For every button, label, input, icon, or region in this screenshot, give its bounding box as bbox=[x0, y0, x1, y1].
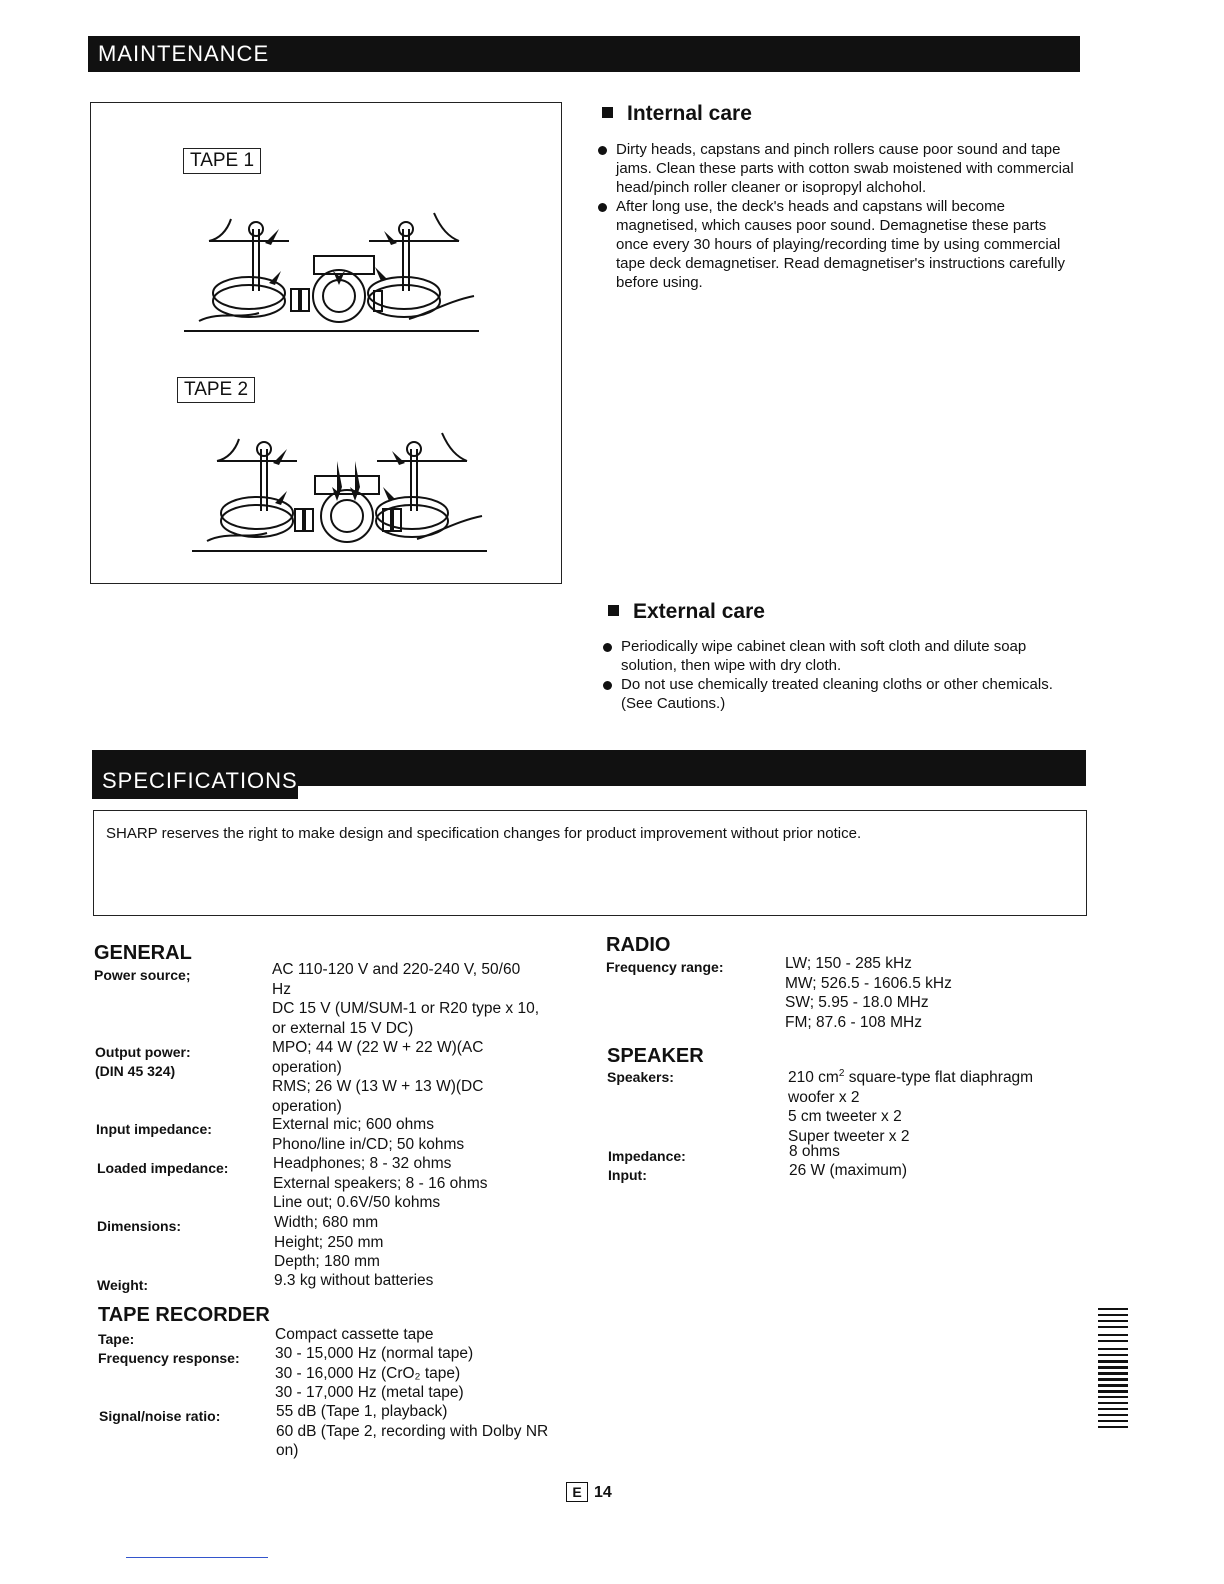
list-item: After long use, the deck's heads and capstans will become magnetised, which causes poor sound. Demagnetise these parts once every 30 hours of playing/recording time by using commercial tape deck demagnetiser. Read demagnetiser's instructions carefully before using. bbox=[598, 197, 1080, 292]
frequency-response-value: 30 - 15,000 Hz (normal tape) 30 - 16,000 Hz (CrO₂ tape) 30 - 17,000 Hz (metal tape) bbox=[275, 1345, 474, 1401]
list-item: Do not use chemically treated cleaning cloths or other chemicals. (See Cautions.) bbox=[603, 675, 1083, 713]
output-power-label: Output power: (DIN 45 324) bbox=[95, 1044, 191, 1079]
list-item: Dirty heads, capstans and pinch rollers cause poor sound and tape jams. Clean these parts with cotton swab moistened with commercial head/pinch roller cleaner or isopropyl alchohol. bbox=[598, 140, 1080, 197]
maintenance-title: MAINTENANCE bbox=[98, 41, 270, 66]
loaded-impedance-value: Headphones; 8 - 32 ohms External speakers; 8 - 16 ohms Line out; 0.6V/50 kohms bbox=[273, 1155, 488, 1211]
tape1-label: TAPE 1 bbox=[183, 148, 261, 174]
external-care-heading: External care bbox=[608, 600, 765, 624]
general-heading: GENERAL bbox=[94, 942, 192, 964]
tape-deck-figure bbox=[90, 102, 562, 584]
dimensions-label: Dimensions: bbox=[97, 1218, 182, 1234]
tape2-mechanism-illustration bbox=[187, 421, 487, 561]
speakers-value: 210 $cm^2$ square-type flat diaphragm woofer x 2 5 cm tweeter x 2 Super tweeter x 2 bbox=[788, 1068, 1034, 1145]
bullet-icon bbox=[598, 203, 607, 212]
power-source-label: Power source; bbox=[94, 967, 191, 983]
input-label: Input: bbox=[608, 1167, 647, 1183]
signal-noise-value: 55 dB (Tape 1, playback) 60 dB (Tape 2, recording with Dolby NR on) bbox=[276, 1403, 549, 1459]
page-letter-box: E bbox=[566, 1482, 588, 1502]
radio-frequency-value: LW; 150 - 285 kHz MW; 526.5 - 1606.5 kHz SW; 5.95 - 18.0 MHz FM; 87.6 - 108 MHz bbox=[785, 955, 952, 1031]
frequency-response-label: Frequency response: bbox=[98, 1350, 240, 1366]
input-impedance-label: Input impedance: bbox=[96, 1121, 212, 1137]
radio-frequency-label: Frequency range: bbox=[606, 959, 724, 975]
square-bullet-icon bbox=[608, 605, 619, 616]
weight-label: Weight: bbox=[97, 1277, 149, 1293]
power-source-value: AC 110-120 V and 220-240 V, 50/60 Hz DC 15 V (UM/SUM-1 or R20 type x 10, or external 15 V DC) bbox=[272, 961, 540, 1037]
input-value: 26 W (maximum) bbox=[789, 1162, 907, 1179]
notice-text: SHARP reserves the right to make design and specification changes for product improvement without prior notice. bbox=[106, 825, 862, 842]
weight-value: 9.3 kg without batteries bbox=[274, 1272, 434, 1289]
tape-recorder-heading: TAPE RECORDER bbox=[98, 1304, 270, 1326]
bullet-icon bbox=[598, 146, 607, 155]
maintenance-banner bbox=[88, 36, 268, 72]
internal-care-list bbox=[598, 140, 1080, 292]
bullet-icon bbox=[603, 643, 612, 652]
tape1-mechanism-illustration bbox=[179, 201, 479, 341]
list-item: Periodically wipe cabinet clean with soft cloth and dilute soap solution, then wipe with dry cloth. bbox=[603, 637, 1083, 675]
tape-label: Tape: bbox=[98, 1331, 135, 1347]
output-power-value: MPO; 44 W (22 W + 22 W)(AC operation) RMS; 26 W (13 W + 13 W)(DC operation) bbox=[272, 1039, 484, 1115]
radio-heading: RADIO bbox=[606, 934, 671, 956]
square-bullet-icon bbox=[602, 107, 613, 118]
barcode-marks bbox=[1098, 1308, 1128, 1430]
specifications-banner bbox=[92, 763, 298, 799]
specifications-title: SPECIFICATIONS bbox=[102, 768, 298, 793]
internal-care-heading: Internal care bbox=[602, 102, 752, 126]
speakers-label: Speakers: bbox=[607, 1069, 674, 1085]
impedance-label: Impedance: bbox=[608, 1148, 686, 1164]
input-impedance-value: External mic; 600 ohms Phono/line in/CD; 50 kohms bbox=[272, 1116, 465, 1153]
external-care-list bbox=[603, 637, 1083, 713]
notice-box bbox=[93, 810, 1087, 916]
dimensions-value: Width; 680 mm Height; 250 mm Depth; 180 mm bbox=[274, 1214, 384, 1270]
impedance-value: 8 ohms bbox=[789, 1143, 840, 1160]
tape-value: Compact cassette tape bbox=[275, 1326, 434, 1343]
speaker-heading: SPEAKER bbox=[607, 1045, 704, 1067]
signal-noise-label: Signal/noise ratio: bbox=[99, 1408, 221, 1424]
tape2-label: TAPE 2 bbox=[177, 377, 255, 403]
loaded-impedance-label: Loaded impedance: bbox=[97, 1160, 229, 1176]
page-number: E 14 bbox=[566, 1482, 612, 1502]
footer-line bbox=[126, 1557, 268, 1558]
bullet-icon bbox=[603, 681, 612, 690]
